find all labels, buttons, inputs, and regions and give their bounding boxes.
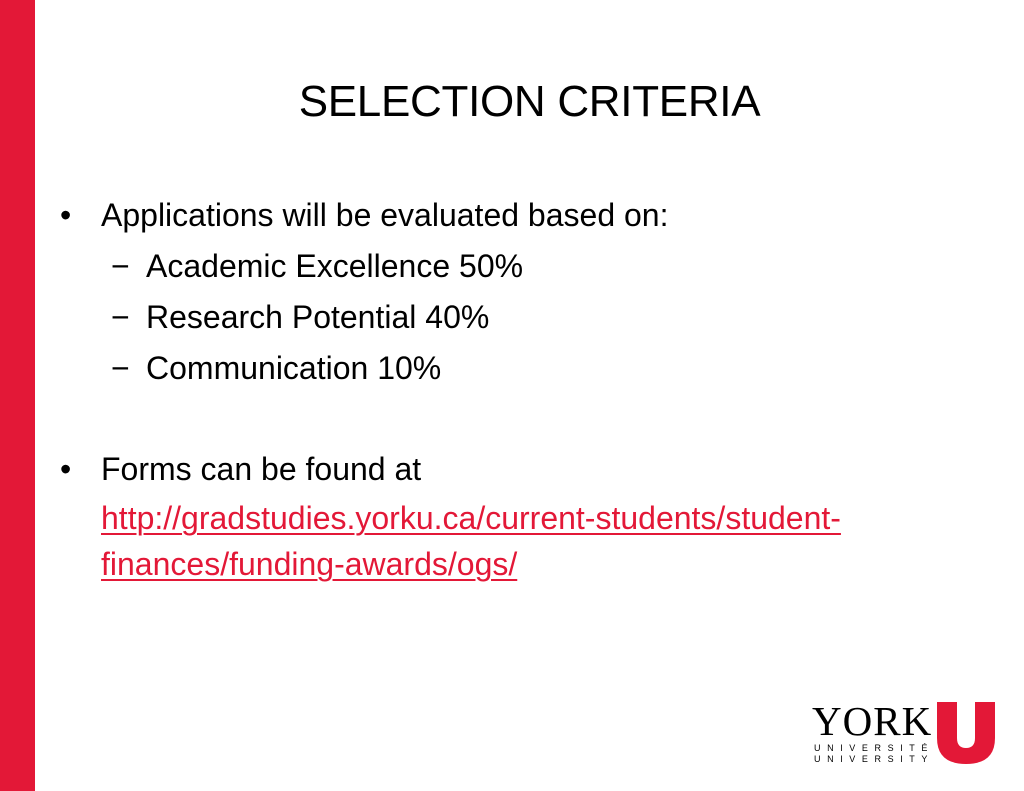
spacer — [60, 394, 960, 444]
bullet-item — [60, 444, 960, 495]
dash-icon: − — [111, 299, 130, 335]
logo-wordmark: YORK — [812, 698, 933, 744]
bullet-icon: • — [60, 451, 72, 487]
sub-item — [111, 241, 960, 292]
bullet-text: Forms can be found at — [101, 451, 422, 487]
forms-link-line-2[interactable]: finances/funding-awards/ogs/ — [101, 546, 518, 582]
slide-content — [60, 190, 960, 587]
bullet-icon: • — [60, 197, 72, 233]
york-university-logo — [812, 700, 998, 766]
sub-item — [111, 343, 960, 394]
sub-item-text: Research Potential 40% — [146, 299, 490, 335]
sub-item — [111, 292, 960, 343]
slide-title: SELECTION CRITERIA — [298, 77, 761, 126]
sub-item-text: Communication 10% — [146, 350, 442, 386]
bullet-item — [60, 190, 960, 241]
dash-icon: − — [111, 248, 130, 284]
accent-side-bar — [0, 0, 35, 791]
forms-link[interactable] — [101, 495, 960, 587]
sub-item-text: Academic Excellence 50% — [146, 248, 524, 284]
dash-icon: − — [111, 350, 130, 386]
york-u-icon — [937, 702, 995, 764]
forms-link-line-1[interactable]: http://gradstudies.yorku.ca/current-students/student- — [101, 500, 841, 536]
logo-line-english: UNIVERSITY — [814, 754, 935, 764]
bullet-text: Applications will be evaluated based on: — [101, 197, 669, 233]
logo-line-french: UNIVERSITÉ — [814, 743, 935, 753]
